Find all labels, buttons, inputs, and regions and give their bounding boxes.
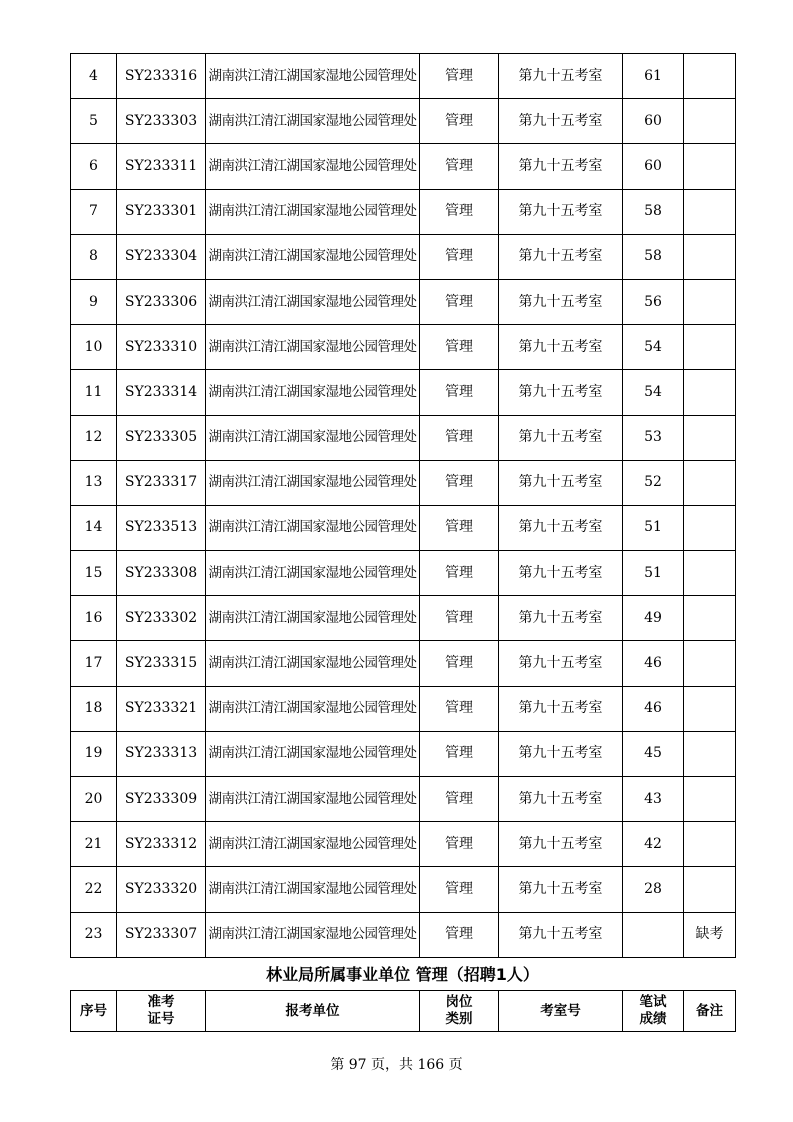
cell-score: 49 [623,596,684,641]
cell-note [684,505,736,550]
cell-note [684,460,736,505]
cell-category: 管理 [420,641,499,686]
header-id [117,991,206,1032]
cell-unit: 湖南洪江清江湖国家湿地公园管理处 [206,99,420,144]
cell-id: SY233303 [117,99,206,144]
cell-category: 管理 [420,460,499,505]
cell-id: SY233317 [117,460,206,505]
cell-category: 管理 [420,234,499,279]
header-category-line1: 岗位 [445,994,473,1010]
cell-id: SY233314 [117,370,206,415]
cell-room: 第九十五考室 [499,777,623,822]
section-header-table [70,990,736,1032]
cell-unit: 湖南洪江清江湖国家湿地公园管理处 [206,234,420,279]
table-row [71,144,736,189]
cell-room: 第九十五考室 [499,867,623,912]
cell-room: 第九十五考室 [499,189,623,234]
cell-score: 43 [623,777,684,822]
header-score [623,991,684,1032]
cell-score: 46 [623,686,684,731]
cell-note [684,596,736,641]
table-row [71,415,736,460]
cell-score: 58 [623,234,684,279]
cell-note [684,731,736,776]
cell-id: SY233308 [117,551,206,596]
table-row [71,596,736,641]
cell-no: 15 [71,551,117,596]
cell-id: SY233305 [117,415,206,460]
cell-score: 42 [623,822,684,867]
cell-no: 9 [71,279,117,324]
cell-unit: 湖南洪江清江湖国家湿地公园管理处 [206,912,420,957]
cell-category: 管理 [420,144,499,189]
cell-unit: 湖南洪江清江湖国家湿地公园管理处 [206,686,420,731]
table-row [71,912,736,957]
table-row [71,505,736,550]
cell-no: 7 [71,189,117,234]
cell-score: 54 [623,370,684,415]
cell-id: SY233321 [117,686,206,731]
header-note: 备注 [684,991,736,1032]
cell-room: 第九十五考室 [499,551,623,596]
cell-no: 20 [71,777,117,822]
cell-note [684,641,736,686]
table-row [71,234,736,279]
cell-unit: 湖南洪江清江湖国家湿地公园管理处 [206,325,420,370]
cell-note [684,822,736,867]
table-row [71,325,736,370]
cell-category: 管理 [420,912,499,957]
cell-note [684,144,736,189]
cell-category: 管理 [420,325,499,370]
cell-id: SY233312 [117,822,206,867]
cell-room: 第九十五考室 [499,415,623,460]
cell-note [684,279,736,324]
table-row [71,189,736,234]
cell-category: 管理 [420,415,499,460]
cell-unit: 湖南洪江清江湖国家湿地公园管理处 [206,460,420,505]
cell-note [684,686,736,731]
cell-unit: 湖南洪江清江湖国家湿地公园管理处 [206,279,420,324]
cell-category: 管理 [420,777,499,822]
table-row [71,551,736,596]
cell-no: 18 [71,686,117,731]
header-category-line2: 类别 [445,1011,473,1027]
header-unit: 报考单位 [206,991,420,1032]
cell-unit: 湖南洪江清江湖国家湿地公园管理处 [206,54,420,99]
cell-category: 管理 [420,54,499,99]
cell-score: 60 [623,144,684,189]
cell-unit: 湖南洪江清江湖国家湿地公园管理处 [206,596,420,641]
cell-category: 管理 [420,686,499,731]
cell-room: 第九十五考室 [499,234,623,279]
cell-no: 16 [71,596,117,641]
cell-room: 第九十五考室 [499,912,623,957]
cell-room: 第九十五考室 [499,325,623,370]
cell-no: 12 [71,415,117,460]
cell-room: 第九十五考室 [499,686,623,731]
cell-score: 45 [623,731,684,776]
cell-score: 56 [623,279,684,324]
cell-note [684,777,736,822]
table-row [71,731,736,776]
cell-no: 6 [71,144,117,189]
cell-no: 10 [71,325,117,370]
cell-room: 第九十五考室 [499,460,623,505]
cell-no: 4 [71,54,117,99]
cell-no: 17 [71,641,117,686]
table-row [71,777,736,822]
table-row [71,279,736,324]
cell-score: 51 [623,505,684,550]
cell-category: 管理 [420,551,499,596]
cell-score: 54 [623,325,684,370]
cell-note [684,99,736,144]
cell-category: 管理 [420,505,499,550]
cell-id: SY233315 [117,641,206,686]
cell-room: 第九十五考室 [499,370,623,415]
cell-note [684,325,736,370]
table-row [71,54,736,99]
cell-no: 14 [71,505,117,550]
cell-note [684,189,736,234]
cell-score: 61 [623,54,684,99]
cell-category: 管理 [420,731,499,776]
cell-id: SY233320 [117,867,206,912]
cell-no: 13 [71,460,117,505]
header-room: 考室号 [499,991,623,1032]
cell-note [684,54,736,99]
section-title: 林业局所属事业单位 管理（招聘1人） [266,965,539,984]
results-table-body [71,54,736,958]
cell-room: 第九十五考室 [499,596,623,641]
cell-room: 第九十五考室 [499,99,623,144]
cell-room: 第九十五考室 [499,505,623,550]
results-table [70,53,736,958]
cell-score: 53 [623,415,684,460]
cell-id: SY233310 [117,325,206,370]
header-score-line2: 成绩 [639,1011,667,1027]
cell-id: SY233306 [117,279,206,324]
cell-unit: 湖南洪江清江湖国家湿地公园管理处 [206,731,420,776]
cell-no: 8 [71,234,117,279]
cell-score: 46 [623,641,684,686]
cell-category: 管理 [420,596,499,641]
cell-note [684,234,736,279]
cell-score [623,912,684,957]
header-no: 序号 [71,991,117,1032]
cell-no: 5 [71,99,117,144]
cell-note [684,370,736,415]
header-row [71,991,736,1032]
cell-id: SY233311 [117,144,206,189]
page-footer: 第 97 页，共 166 页 [330,1057,463,1073]
cell-unit: 湖南洪江清江湖国家湿地公园管理处 [206,415,420,460]
cell-id: SY233309 [117,777,206,822]
cell-id: SY233304 [117,234,206,279]
header-id-line2: 证号 [147,1011,175,1027]
header-id-line1: 准考 [147,994,175,1010]
table-row [71,99,736,144]
cell-score: 28 [623,867,684,912]
cell-id: SY233302 [117,596,206,641]
header-score-line1: 笔试 [639,994,667,1010]
cell-no: 21 [71,822,117,867]
table-row [71,460,736,505]
cell-room: 第九十五考室 [499,822,623,867]
cell-unit: 湖南洪江清江湖国家湿地公园管理处 [206,144,420,189]
cell-room: 第九十五考室 [499,54,623,99]
cell-score: 51 [623,551,684,596]
cell-id: SY233301 [117,189,206,234]
cell-note [684,551,736,596]
cell-unit: 湖南洪江清江湖国家湿地公园管理处 [206,505,420,550]
cell-no: 19 [71,731,117,776]
table-row [71,370,736,415]
cell-note [684,415,736,460]
cell-category: 管理 [420,822,499,867]
cell-unit: 湖南洪江清江湖国家湿地公园管理处 [206,551,420,596]
cell-unit: 湖南洪江清江湖国家湿地公园管理处 [206,867,420,912]
header-category [420,991,499,1032]
cell-no: 23 [71,912,117,957]
cell-score: 60 [623,99,684,144]
cell-unit: 湖南洪江清江湖国家湿地公园管理处 [206,777,420,822]
cell-note [684,867,736,912]
cell-no: 22 [71,867,117,912]
cell-category: 管理 [420,867,499,912]
cell-id: SY233313 [117,731,206,776]
cell-category: 管理 [420,279,499,324]
cell-score: 58 [623,189,684,234]
cell-room: 第九十五考室 [499,641,623,686]
cell-category: 管理 [420,189,499,234]
cell-note: 缺考 [684,912,736,957]
table-row [71,641,736,686]
cell-id: SY233316 [117,54,206,99]
cell-category: 管理 [420,370,499,415]
cell-unit: 湖南洪江清江湖国家湿地公园管理处 [206,370,420,415]
cell-score: 52 [623,460,684,505]
cell-unit: 湖南洪江清江湖国家湿地公园管理处 [206,189,420,234]
table-row [71,686,736,731]
cell-unit: 湖南洪江清江湖国家湿地公园管理处 [206,641,420,686]
cell-category: 管理 [420,99,499,144]
cell-no: 11 [71,370,117,415]
cell-room: 第九十五考室 [499,144,623,189]
cell-id: SY233513 [117,505,206,550]
cell-room: 第九十五考室 [499,731,623,776]
cell-room: 第九十五考室 [499,279,623,324]
table-row [71,867,736,912]
cell-unit: 湖南洪江清江湖国家湿地公园管理处 [206,822,420,867]
table-row [71,822,736,867]
cell-id: SY233307 [117,912,206,957]
